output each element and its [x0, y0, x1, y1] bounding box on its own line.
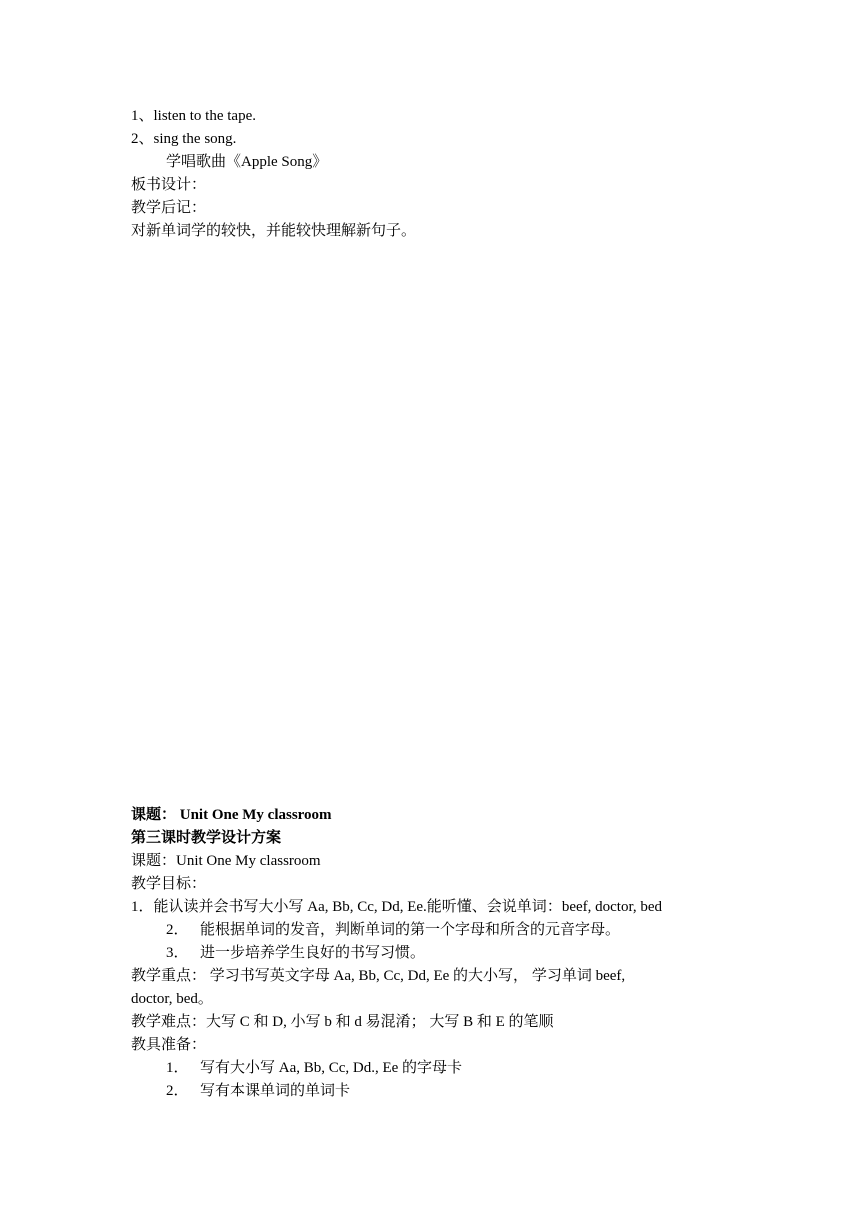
reflection-text: 对新单词学的较快，并能较快理解新句子。 — [131, 223, 417, 239]
goal-2-number: 2． — [166, 922, 189, 938]
board-design-label: 板书设计： — [131, 177, 207, 193]
goal-3 — [166, 943, 425, 965]
material-2 — [166, 1081, 350, 1103]
material-1 — [166, 1058, 462, 1080]
reflection-label: 教学后记： — [131, 200, 207, 216]
step-sing: 2、sing the song. — [131, 131, 237, 147]
goal-2 — [166, 920, 620, 942]
materials-label: 教具准备： — [131, 1037, 207, 1053]
key-points-line-1: 教学重点： 学习书写英文字母 Aa, Bb, Cc, Dd, Ee 的大小写， 学习单词 beef, — [131, 968, 626, 984]
lesson-topic: 课题：Unit One My classroom — [131, 853, 321, 869]
goal-3-number: 3． — [166, 945, 189, 961]
material-1-text: 写有大小写 Aa, Bb, Cc, Dd., Ee 的字母卡 — [200, 1060, 463, 1076]
song-title-line: 学唱歌曲《Apple Song》 — [166, 154, 328, 170]
goal-2-text: 能根据单词的发音，判断单词的第一个字母和所含的元音字母。 — [200, 922, 621, 938]
goal-3-text: 进一步培养学生良好的书写习惯。 — [200, 945, 426, 961]
difficulties: 教学难点：大写 C 和 D, 小写 b 和 d 易混淆； 大写 B 和 E 的笔顺 — [131, 1014, 554, 1030]
goal-1: 1．能认读并会书写大小写 Aa, Bb, Cc, Dd, Ee.能听懂、会说单词：beef, doctor, bed — [131, 899, 663, 915]
material-1-number: 1． — [166, 1060, 189, 1076]
key-points-line-2: doctor, bed。 — [131, 991, 213, 1007]
material-2-text: 写有本课单词的单词卡 — [200, 1083, 351, 1099]
goals-label: 教学目标： — [131, 876, 207, 892]
lesson-plan-heading: 第三课时教学设计方案 — [131, 830, 282, 846]
material-2-number: 2． — [166, 1083, 189, 1099]
lesson-topic-heading: 课题： Unit One My classroom — [131, 807, 332, 823]
step-listen: 1、listen to the tape. — [131, 108, 256, 124]
